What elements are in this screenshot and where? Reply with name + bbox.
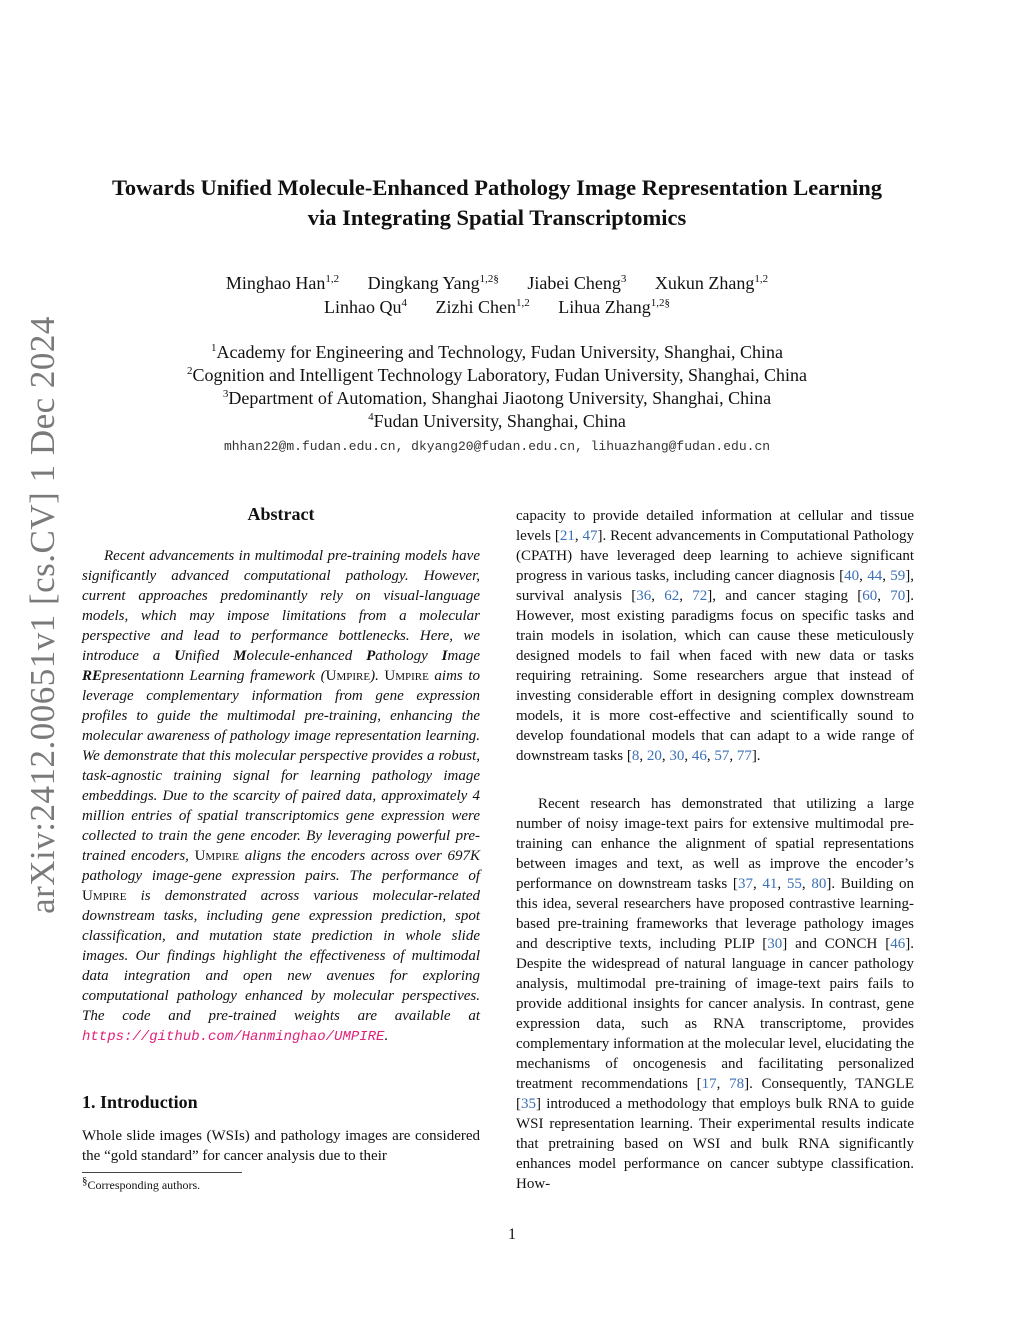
- intro-paragraph-2: Recent research has demonstrated that utilizing a large number of noisy image-text pairs for extensive multimodal pre-training can enhance the alignment of spatial representations between images and text, as well as improve the encoder’s performance on downstream tasks [37, 41, 55, 80]. Building on this idea, several researchers have proposed contrastive learning-based pre-training frameworks that leverage pathology images and descriptive texts, including PLIP [30] and CONCH [46]. Despite the widespread of natural language in cancer pathology analysis, multimodal pre-training of image-text pairs fails to provide additional insights for cancer analysis. In contrast, gene expression data, such as RNA transcriptome, provides complementary information at the molecular level, elucidating the mechanisms of oncogenesis and facilitating personalized treatment recommendations [17, 78]. Consequently, TANGLE [35] introduced a methodology that employs bulk RNA to guide WSI representation learning. Their experimental results indicate that pretraining based on WSI and bulk RNA significantly enhances model performance on cancer subtype classification. How-: [516, 796, 915, 1192]
- citation-link[interactable]: 78: [729, 1076, 745, 1092]
- citation-link[interactable]: 47: [582, 528, 598, 544]
- affiliation: $^1$Academy for Engineering and Technology, Fudan University, Shanghai, China: [211, 342, 783, 362]
- citation-link[interactable]: 77: [736, 748, 752, 764]
- author: Minghao Han$^{1,2}$: [225, 273, 340, 293]
- citation-link[interactable]: 55: [786, 876, 802, 892]
- citation-link[interactable]: 21: [559, 528, 575, 544]
- citation-link[interactable]: 8: [631, 748, 640, 764]
- section-heading-introduction: 1. Introduction: [82, 1092, 198, 1112]
- author-row-1: [80, 271, 914, 295]
- paper-title: [80, 173, 914, 233]
- citation-link[interactable]: 40: [844, 568, 860, 584]
- footnote: §Corresponding authors.: [82, 1175, 201, 1192]
- author: Dingkang Yang$^{1,2\S}$: [367, 273, 499, 293]
- author: Jiabei Cheng$^3$: [527, 273, 627, 293]
- citation-link[interactable]: 17: [701, 1076, 717, 1092]
- citation-link[interactable]: 30: [669, 748, 685, 764]
- framework-name: Umpire: [82, 888, 127, 904]
- citation-link[interactable]: 80: [811, 876, 827, 892]
- citation-link[interactable]: 41: [762, 876, 778, 892]
- citation-link[interactable]: 60: [862, 588, 878, 604]
- title-line-1: Towards Unified Molecule-Enhanced Pathology Image Representation Learning: [111, 175, 882, 200]
- citation-link[interactable]: 36: [636, 588, 652, 604]
- affiliation: $^4$Fudan University, Shanghai, China: [368, 411, 626, 431]
- author: Zizhi Chen$^{1,2}$: [435, 297, 530, 317]
- citation-link[interactable]: 62: [664, 588, 680, 604]
- affiliation: $^3$Department of Automation, Shanghai Jiaotong University, Shanghai, China: [222, 388, 772, 408]
- citation-link[interactable]: 70: [890, 588, 906, 604]
- arxiv-id: arXiv:2412.00651v1 [cs.CV] 1 Dec 2024: [23, 316, 62, 914]
- citation-link[interactable]: 57: [714, 748, 730, 764]
- abstract-body: Recent advancements in multimodal pre-training models have significantly advanced computational pathology. However, current approaches predominantly rely on visual-language models, which may impose limitations from a molecular perspective and lead to performance bottlenecks. Here, we introduce a Unified Molecule-enhanced Pathology Image REpresentationn Learning framework (Umpire). Umpire aims to leverage complementary information from gene expression profiles to guide the multimodal pre-training, enhancing the molecular awareness of pathology image representation learning. We demonstrate that this molecular perspective provides a robust, task-agnostic training signal for learning pathology image embeddings. Due to the scarcity of paired data, approximately 4 million entries of spatial transcriptomics gene expression were collected to train the gene encoder. By leveraging powerful pre-trained encoders, Umpire aligns the encoders across over 697K pathology image-gene expression pairs. The performance of Umpire is demonstrated across various molecular-related downstream tasks, including gene expression prediction, spot classification, and mutation state prediction in whole slide images. Our findings highlight the effectiveness of multimodal data integration and open new avenues for exploring computational pathology enhanced by molecular perspectives. The code and pre-trained weights are available at https://github.com/Hanminghao/UMPIRE.: [82, 548, 480, 1045]
- citation-link[interactable]: 72: [692, 588, 708, 604]
- author: Lihua Zhang$^{1,2\S}$: [558, 297, 670, 317]
- framework-name: Umpire: [384, 668, 429, 684]
- footnote-rule: [82, 1172, 242, 1173]
- intro-paragraph-continued: capacity to provide detailed information at cellular and tissue levels [21, 47]. Recent advancements in Computational Pathology (CPATH) have leveraged deep learning to achieve significant progress in various tasks, including cancer diagnosis [40, 44, 59], survival analysis [36, 62, 72], and cancer staging [60, 70]. However, most existing paradigms focus on specific tasks and train models in isolation, which can cause these meticulously designed models to fail when faced with new data or tasks requiring retraining. Some researchers argue that instead of investing considerable effort in designing complex downstream models, it is more cost-effective and scientifically sound to develop foundational models that can adapt to a wide range of downstream tasks [8, 20, 30, 46, 57, 77].: [516, 508, 915, 764]
- abstract-heading: Abstract: [247, 504, 315, 524]
- framework-name: Umpire: [194, 848, 240, 864]
- author: Linhao Qu$^4$: [324, 297, 407, 317]
- author-emails: mhhan22@m.fudan.edu.cn, dkyang20@fudan.edu.cn, lihuazhang@fudan.edu.cn: [223, 439, 771, 454]
- citation-link[interactable]: 59: [890, 568, 906, 584]
- title-line-2: via Integrating Spatial Transcriptomics: [307, 205, 687, 230]
- citation-link[interactable]: 35: [521, 1096, 536, 1112]
- intro-paragraph: Whole slide images (WSIs) and pathology images are considered the “gold standard” for cancer analysis due to their: [82, 1128, 480, 1164]
- affiliations: [80, 341, 914, 433]
- affiliation: $^2$Cognition and Intelligent Technology Laboratory, Fudan University, Shanghai, China: [187, 365, 807, 385]
- page-number: 1: [508, 1226, 516, 1243]
- citation-link[interactable]: 44: [867, 568, 883, 584]
- code-repo-link[interactable]: https://github.com/Hanminghao/UMPIRE: [82, 1029, 385, 1045]
- framework-name: Umpire: [325, 668, 371, 684]
- author: Xukun Zhang$^{1,2}$: [654, 273, 769, 293]
- citation-link[interactable]: 46: [691, 748, 707, 764]
- author-row-2: [80, 295, 914, 319]
- arxiv-sidebar-stamp: [14, 300, 72, 930]
- citation-link[interactable]: 30: [767, 936, 783, 952]
- citation-link[interactable]: 20: [646, 748, 662, 764]
- citation-link[interactable]: 37: [737, 876, 753, 892]
- citation-link[interactable]: 46: [890, 936, 906, 952]
